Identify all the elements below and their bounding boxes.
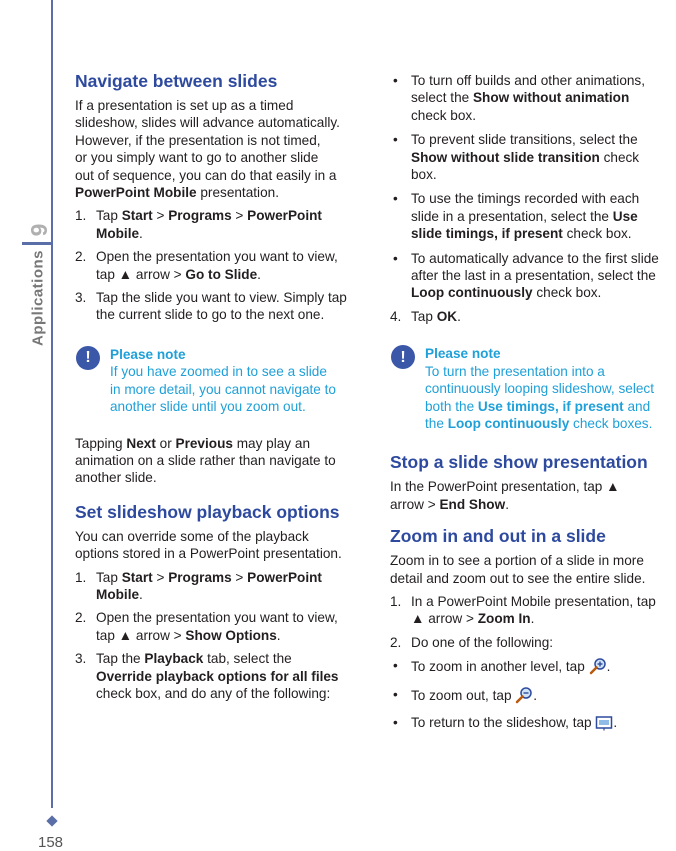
list-item: • To use the timings recorded with each slide in a presentation, select the Use slide timings, if present check box. [393,191,640,242]
zoom-intro: Zoom in to see a portion of a slide in more detail and zoom out to see the entire slide. [390,553,646,586]
right-column [390,72,676,735]
list-item: 1. Tap Start > Programs > PowerPoint Mobile. [75,569,322,602]
list-item: • To automatically advance to the first slide after the last in a presentation, select the Loop continuously check box. [393,250,659,301]
zoom-in-icon[interactable] [589,657,607,679]
note-text: If you have zoomed in to see a slide in more detail, you cannot navigate to another slide until you zoom out. [110,364,336,415]
chapter-tab-marker [22,242,52,245]
list-item: • To turn off builds and other animations, select the Show without animation check box. [393,73,646,123]
exclamation-icon: ! [76,346,100,370]
left-column [75,70,365,702]
note-title: Please note [110,346,186,362]
please-note-box-loop [390,345,676,432]
list-item: • To prevent slide transitions, select the Show without slide transition check box. [393,132,640,183]
zoom-out-icon[interactable] [515,686,533,708]
diamond-bullet-icon [46,815,57,826]
zoom-steps [390,593,676,651]
heading-stop-slideshow: Stop a slide show presentation [390,452,648,473]
please-note-box [75,346,365,416]
chapter-number: 9 [25,223,52,237]
chapter-label: Applications [29,249,47,347]
zoom-bullets [390,657,676,735]
list-item: 3. Tap the slide you want to view. Simply tap the current slide to go to the next one. [75,290,347,323]
slideshow-icon[interactable] [595,715,613,735]
list-item: 1. In a PowerPoint Mobile presentation, tap ▲ arrow > Zoom In. [390,593,656,627]
exclamation-icon: ! [391,345,415,369]
list-item: 2. Do one of the following: [390,634,554,650]
sidebar-rule [51,0,53,808]
heading-navigate-slides: Navigate between slides [75,71,278,91]
navigate-steps [75,207,365,323]
list-item: 3. Tap the Playback tab, select the Override playback options for all files check box, and do any of the following: [75,651,339,701]
playback-option-bullets [390,72,676,302]
stop-instructions: In the PowerPoint presentation, tap ▲ arrow > End Show. [390,479,620,512]
heading-zoom: Zoom in and out in a slide [390,526,606,547]
playback-intro: You can override some of the playback options stored in a PowerPoint presentation. [75,528,342,562]
page-number: 158 [38,834,64,851]
note-text: To turn the presentation into a continuously looping slideshow, select both the Use timings, if present and the Loop continuously check boxes. [425,363,654,431]
playback-steps [75,569,365,703]
heading-playback-options: Set slideshow playback options [75,501,340,522]
tapping-paragraph: Tapping Next or Previous may play an animation on a slide rather than navigate to another slide. [75,435,336,486]
step-four [390,308,676,325]
navigate-intro: If a presentation is set up as a timed slideshow, slides will advance automatically. However, if the presentation is not timed, or you simply want to go to another slide out of sequence, you can do that easily in a PowerPoint Mobile presentation. [75,98,340,201]
list-item: 2. Open the presentation you want to view, tap ▲ arrow > Show Options. [75,610,338,643]
list-item: 2. Open the presentation you want to view, tap ▲ arrow > Go to Slide. [75,249,338,282]
list-item: 4. Tap OK. [390,308,461,324]
note-title: Please note [425,346,501,362]
list-item: • To zoom out, tap . [390,686,676,708]
list-item: 1. Tap Start > Programs > PowerPoint Mobile. [75,208,322,241]
list-item: • To zoom in another level, tap . [390,657,676,679]
list-item: • To return to the slideshow, tap . [390,714,676,735]
